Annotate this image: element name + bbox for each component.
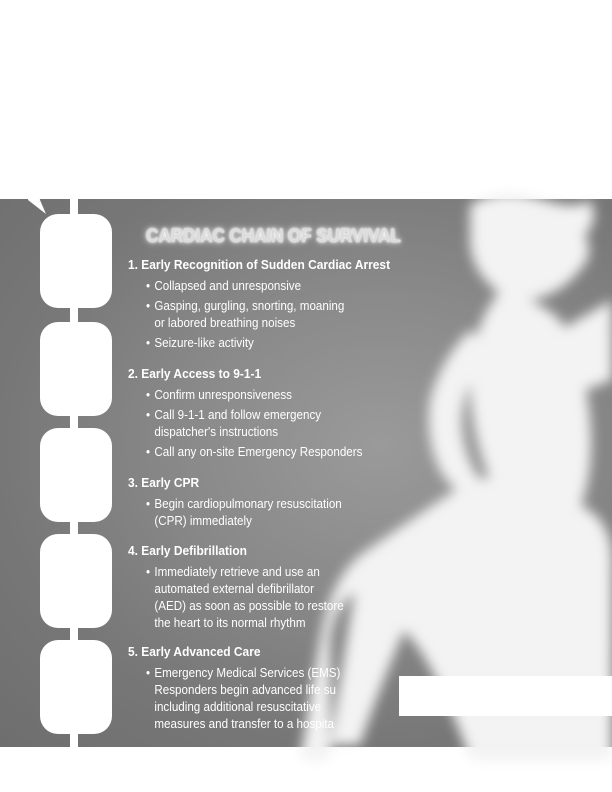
chain-top-spike — [28, 168, 46, 214]
step-3 — [128, 475, 458, 533]
step-heading: 2. Early Access to 9-1-1 — [128, 366, 262, 381]
chain-link-2 — [40, 322, 112, 416]
chain-link-4 — [40, 534, 112, 628]
step-4 — [128, 543, 458, 635]
step-bullets — [128, 564, 458, 632]
bullet-item: • Emergency Medical Services (EMS) Responders begin advanced life su including additional resuscitative measures and transfer to a hospita — [146, 665, 436, 733]
chain-link-3 — [40, 428, 112, 522]
page-title: CARDIAC CHAIN OF SURVIVAL — [146, 226, 401, 247]
bullet-item: • Gasping, gurgling, snorting, moaning or labored breathing noises — [146, 298, 436, 332]
bullet-item: • Call any on-site Emergency Responders — [146, 444, 436, 461]
step-1 — [128, 257, 458, 355]
step-2 — [128, 366, 458, 464]
white-overlay-box — [399, 676, 612, 716]
bullet-item: • Collapsed and unresponsive — [146, 278, 436, 295]
step-heading: 3. Early CPR — [128, 475, 200, 490]
bullet-item: • Confirm unresponsiveness — [146, 387, 436, 404]
step-bullets — [128, 387, 458, 461]
bullet-item: • Immediately retrieve and use an automated external defibrillator (AED) as soon as possible to restore the heart to its normal rhythm — [146, 564, 436, 632]
step-heading: 4. Early Defibrillation — [128, 543, 247, 558]
chain-link-5 — [40, 640, 112, 734]
bullet-item: • Call 9-1-1 and follow emergency dispatcher's instructions — [146, 407, 436, 441]
bullet-item: • Seizure-like activity — [146, 335, 436, 352]
step-heading: 5. Early Advanced Care — [128, 644, 261, 659]
step-heading: 1. Early Recognition of Sudden Cardiac Arrest — [128, 257, 391, 272]
step-bullets — [128, 496, 458, 530]
step-bullets — [128, 278, 458, 352]
bullet-item: • Begin cardiopulmonary resuscitation (CPR) immediately — [146, 496, 436, 530]
